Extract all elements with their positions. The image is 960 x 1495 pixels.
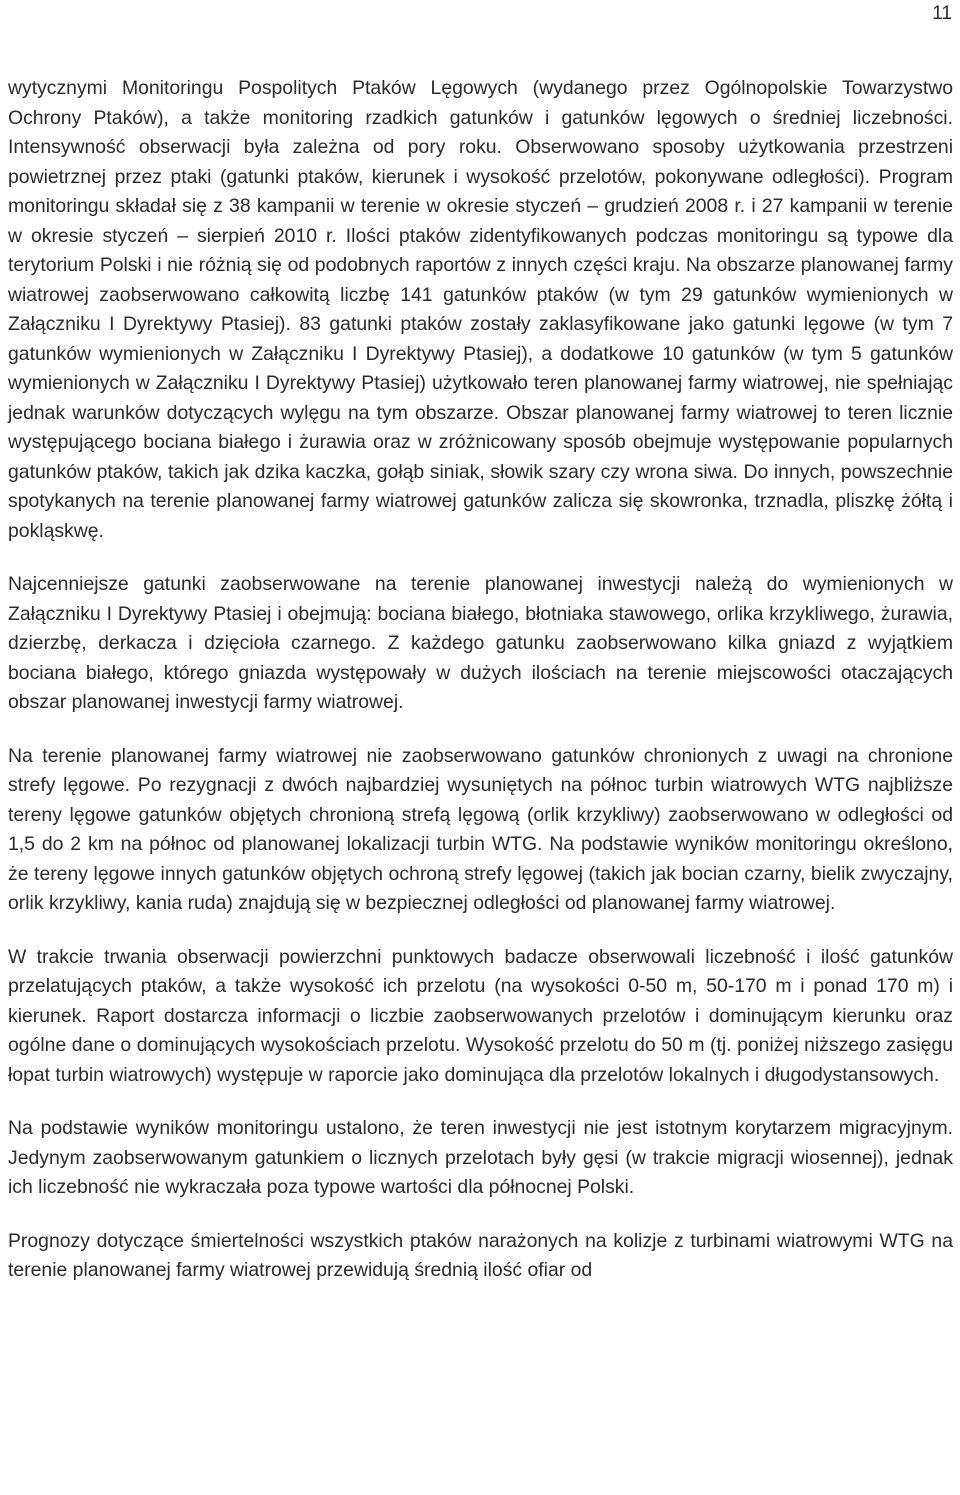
paragraph-migration-corridor: Na podstawie wyników monitoringu ustalono, że teren inwestycji nie jest istotnym korytarzem migracyjnym. Jedynym zaobserwowanym gatunkiem o licznych przelotach były gęsi (w trakcie migracji wiosennej), jednak ich liczebność nie wykraczała poza typowe wartości dla północnej Polski. — [8, 1117, 953, 1198]
paragraph-protected-zones: Na terenie planowanej farmy wiatrowej nie zaobserwowano gatunków chronionych z uwagi na chronione strefy lęgowe. Po rezygnacji z dwóch najbardziej wysuniętych na północ turbin wiatrowych WTG najbliższe tereny lęgowe gatunków objętych chronioną strefą lęgową (orlik krzykliwy) zaobserwowano w odległości od 1,5 do 2 km na północ od planowanej lokalizacji turbin WTG. Na podstawie wyników monitoringu określono, że tereny lęgowe innych gatunków objętych ochroną strefy lęgowej (takich jak bocian czarny, bielik zwyczajny, orlik krzykliwy, kania ruda) znajdują się w bezpiecznej odległości od planowanej farmy wiatrowej. — [8, 744, 953, 914]
paragraph-mortality-forecast: Prognozy dotyczące śmiertelności wszystkich ptaków narażonych na kolizje z turbinami wiatrowymi WTG na terenie planowanej farmy wiatrowej przewidują średnią ilość ofiar od — [8, 1229, 953, 1281]
page-number: 11 — [932, 3, 952, 24]
paragraph-valuable-species: Najcenniejsze gatunki zaobserwowane na terenie planowanej inwestycji należą do wymienionych w Załączniku I Dyrektywy Ptasiej i obejmują: bociana białego, błotniaka stawowego, orlika krzykliwego, żurawia, dzierzbę, derkacza i dzięcioła czarnego. Z każdego gatunku zaobserwowano kilka gniazd z wyjątkiem bociana białego, którego gniazda występowały w dużych ilościach na terenie miejscowości otaczających obszar planowanej inwestycji farmy wiatrowej. — [8, 573, 953, 713]
paragraph-flight-observations: W trakcie trwania obserwacji powierzchni punktowych badacze obserwowali liczebność i ilość gatunków przelatujących ptaków, a także wysokość ich przelotu (na wysokości 0-50 m, 50-170 m i ponad 170 m) i kierunek. Raport dostarcza informacji o liczbie zaobserwowanych przelotów i dominującym kierunku oraz ogólne dane o dominujących wysokościach przelotu. Wysokość przelotu do 50 m (tj. poniżej niższego zasięgu łopat turbin wiatrowych) występuje w raporcie jako dominująca dla przelotów lokalnych i długodystansowych. — [8, 945, 953, 1086]
paragraph-monitoring-overview: wytycznymi Monitoringu Pospolitych Ptaków Lęgowych (wydanego przez Ogólnopolskie Towarzystwo Ochrony Ptaków), a także monitoring rzadkich gatunków i gatunków lęgowych o średniej liczebności. Intensywność obserwacji była zależna od pory roku. Obserwowano sposoby użytkowania przestrzeni powietrznej przez ptaki (gatunki ptaków, kierunek i wysokość przelotów, pokonywane odległości). Program monitoringu składał się z 38 kampanii w terenie w okresie styczeń – grudzień 2008 r. i 27 kampanii w terenie w okresie styczeń – sierpień 2010 r. Ilości ptaków zidentyfikowanych podczas monitoringu są typowe dla terytorium Polski i nie różnią się od podobnych raportów z innych części kraju. Na obszarze planowanej farmy wiatrowej zaobserwowano całkowitą liczbę 141 gatunków ptaków (w tym 29 gatunków wymienionych w Załączniku I Dyrektywy Ptasiej). 83 gatunki ptaków zostały zaklasyfikowane jako gatunki lęgowe (w tym 7 gatunków wymienionych w Załączniku I Dyrektywy Ptasiej), a dodatkowe 10 gatunków (w tym 5 gatunków wymienionych w Załączniku I Dyrektywy Ptasiej) użytkowało teren planowanej farmy wiatrowej, nie spełniając jednak warunków dotyczących wylęgu na tym obszarze. Obszar planowanej farmy wiatrowej to teren licznie występującego bociana białego i żurawia oraz w zróżnicowany sposób obejmuje występowanie popularnych gatunków ptaków, takich jak dzika kaczka, gołąb siniak, słowik szary czy wrona siwa. Do innych, powszechnie spotykanych na terenie planowanej farmy wiatrowej gatunków zalicza się skowronka, trznadla, pliszkę żółtą i pokląskwę. — [8, 77, 953, 542]
body-text — [8, 74, 953, 1310]
